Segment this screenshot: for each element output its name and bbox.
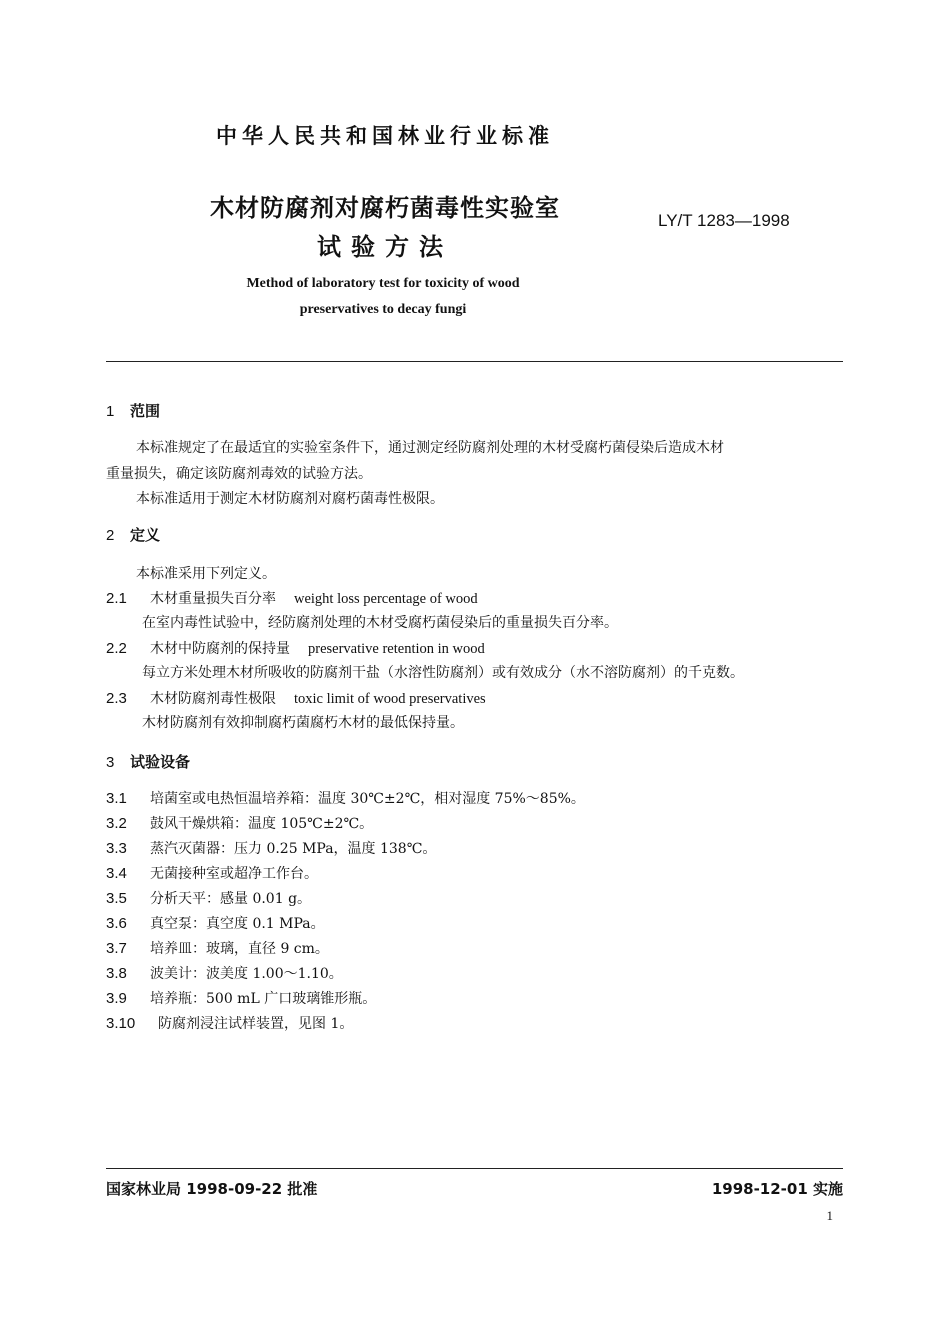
section-1-paragraph-1-line2: 重量损失，确定该防腐剂毒效的试验方法。 [106, 466, 372, 482]
equipment-item [106, 838, 436, 858]
implementation-date: 1998-12-01 实施 [711, 1180, 843, 1198]
item-text: 培养瓶：500 mL 广口玻璃锥形瓶。 [150, 991, 377, 1007]
equipment-item [106, 813, 373, 833]
section-3-heading [106, 751, 190, 772]
english-title-line2: preservatives to decay fungi [299, 302, 467, 317]
definition-2-1-text: 在室内毒性试验中，经防腐剂处理的木材受腐朽菌侵染后的重量损失百分率。 [142, 615, 618, 631]
item-number: 3.3 [106, 840, 127, 857]
header-divider [106, 361, 843, 362]
section-1-paragraph-2: 本标准适用于测定木材防腐剂对腐朽菌毒性极限。 [136, 491, 444, 507]
equipment-item [106, 788, 585, 808]
definition-2-1 [106, 588, 478, 608]
section-number: 2 [106, 527, 115, 544]
item-number: 3.1 [106, 790, 127, 807]
equipment-item [106, 988, 376, 1008]
item-number: 3.7 [106, 940, 127, 957]
item-text: 真空泵：真空度 0.1 MPa。 [150, 916, 325, 932]
definition-term: 木材中防腐剂的保持量 [150, 641, 290, 657]
item-text: 分析天平：感量 0.01 g。 [150, 891, 312, 907]
definition-term-english: preservative retention in wood [308, 641, 485, 657]
section-1-heading [106, 400, 160, 421]
page-number: 1 [826, 1208, 833, 1223]
item-text: 培菌室或电热恒温培养箱：温度 30℃±2℃，相对湿度 75%～85%。 [150, 791, 585, 807]
definition-2-2-text: 每立方米处理木材所吸收的防腐剂干盐（水溶性防腐剂）或有效成分（水不溶防腐剂）的千克数。 [142, 665, 744, 681]
equipment-item [106, 938, 329, 958]
section-title: 试验设备 [130, 753, 191, 771]
section-number: 3 [106, 754, 115, 771]
document-title-line1: 木材防腐剂对腐朽菌毒性实验室 [210, 194, 560, 222]
section-2-intro: 本标准采用下列定义。 [136, 566, 276, 582]
item-text: 培养皿：玻璃，直径 9 cm。 [150, 941, 329, 957]
item-number: 2.3 [106, 690, 127, 707]
section-number: 1 [106, 403, 115, 420]
standard-code: LY/T 1283—1998 [658, 211, 790, 230]
definition-term-english: toxic limit of wood preservatives [294, 691, 486, 707]
item-text: 蒸汽灭菌器：压力 0.25 MPa，温度 138℃。 [150, 841, 437, 857]
equipment-item [106, 863, 318, 883]
item-text: 鼓风干燥烘箱：温度 105℃±2℃。 [150, 816, 374, 832]
equipment-item [106, 888, 311, 908]
item-number: 3.4 [106, 865, 127, 882]
item-text: 波美计：波美度 1.00～1.10。 [150, 966, 343, 982]
definition-2-3 [106, 688, 486, 708]
section-1-paragraph-1-line1: 本标准规定了在最适宜的实验室条件下，通过测定经防腐剂处理的木材受腐朽菌侵染后造成木材 [136, 440, 724, 456]
equipment-item [106, 963, 343, 983]
item-number: 3.6 [106, 915, 127, 932]
item-number: 2.1 [106, 590, 127, 607]
item-number: 3.8 [106, 965, 127, 982]
item-text: 无菌接种室或超净工作台。 [150, 866, 318, 882]
item-number: 3.10 [106, 1015, 136, 1032]
definition-term: 木材重量损失百分率 [150, 591, 276, 607]
item-number: 2.2 [106, 640, 127, 657]
standard-type-heading: 中华人民共和国林业行业标准 [216, 124, 554, 148]
equipment-item [106, 1013, 353, 1033]
section-title: 定义 [130, 526, 161, 544]
item-number: 3.9 [106, 990, 127, 1007]
definition-term-english: weight loss percentage of wood [294, 591, 478, 607]
approval-date: 国家林业局 1998-09-22 批准 [106, 1180, 318, 1198]
item-text: 防腐剂浸注试样装置，见图 1。 [158, 1016, 354, 1032]
definition-2-3-text: 木材防腐剂有效抑制腐朽菌腐朽木材的最低保持量。 [142, 715, 464, 731]
definition-2-2 [106, 638, 485, 658]
section-title: 范围 [130, 402, 161, 420]
definition-term: 木材防腐剂毒性极限 [150, 691, 276, 707]
equipment-item [106, 913, 325, 933]
english-title-line1: Method of laboratory test for toxicity of wood [246, 276, 520, 291]
footer-divider [106, 1168, 843, 1169]
item-number: 3.5 [106, 890, 127, 907]
item-number: 3.2 [106, 815, 127, 832]
document-title-line2: 试验方法 [317, 233, 453, 261]
section-2-heading [106, 524, 160, 545]
